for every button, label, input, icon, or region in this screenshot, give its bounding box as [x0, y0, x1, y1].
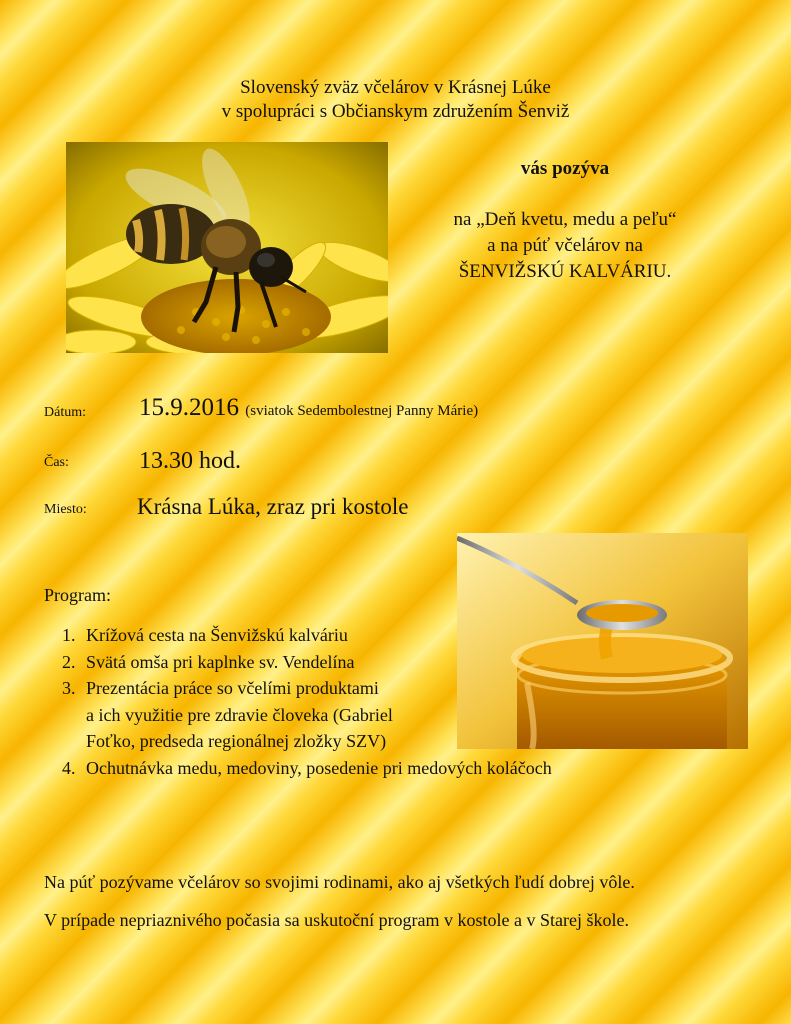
- list-item: [62, 675, 662, 755]
- time-label: Čas:: [44, 455, 69, 470]
- date-label: Dátum:: [44, 405, 86, 420]
- list-item: [62, 755, 662, 782]
- date-note: (sviatok Sedembolestnej Panny Márie): [245, 403, 479, 419]
- weather-note: V prípade nepriaznivého počasia sa uskutoční program v kostole a v Starej škole.: [44, 910, 630, 930]
- place-label: Miesto:: [44, 502, 87, 517]
- date-value: [139, 394, 478, 422]
- list-item: [62, 622, 662, 649]
- item-text-line: Foťko, predseda regionálnej zložky SZV): [86, 731, 387, 751]
- list-item: [62, 649, 662, 676]
- program-list: [62, 622, 662, 781]
- partner-line: v spolupráci s Občianskym združením Šenviž: [221, 101, 570, 122]
- date-number: 15.9.2016: [139, 394, 239, 421]
- item-text: Krížová cesta na Šenvižskú kalváriu: [86, 625, 348, 645]
- organizer-line: Slovenský zväz včelárov v Krásnej Lúke: [240, 77, 551, 98]
- time-value: 13.30 hod.: [139, 448, 241, 474]
- item-text: Ochutnávka medu, medoviny, posedenie pri medových koláčoch: [86, 757, 552, 778]
- invite-title: vás pozýva: [520, 158, 610, 179]
- destination-line: ŠENVIŽSKÚ KALVÁRIU.: [458, 261, 672, 282]
- bee-on-flower-photo: [66, 142, 388, 353]
- item-number: 4.: [62, 757, 76, 778]
- place-value: Krásna Lúka, zraz pri kostole: [137, 494, 409, 519]
- program-title: Program:: [44, 585, 111, 605]
- item-text-line: Prezentácia práce so včelími produktami: [86, 678, 379, 698]
- item-number: 3.: [62, 678, 76, 698]
- item-text-line: a ich využitie pre zdravie človeka (Gabriel: [86, 704, 393, 725]
- item-text: Svätá omša pri kaplnke sv. Vendelína: [86, 651, 355, 672]
- invitation-note: Na púť pozývame včelárov so svojimi rodinami, ako aj všetkých ľudí dobrej vôle.: [44, 872, 635, 892]
- event-name-line: na „Deň kvetu, medu a peľu“: [453, 209, 677, 230]
- item-number: 1.: [62, 625, 76, 645]
- pilgrimage-line: a na púť včelárov na: [487, 235, 643, 256]
- item-number: 2.: [62, 651, 76, 672]
